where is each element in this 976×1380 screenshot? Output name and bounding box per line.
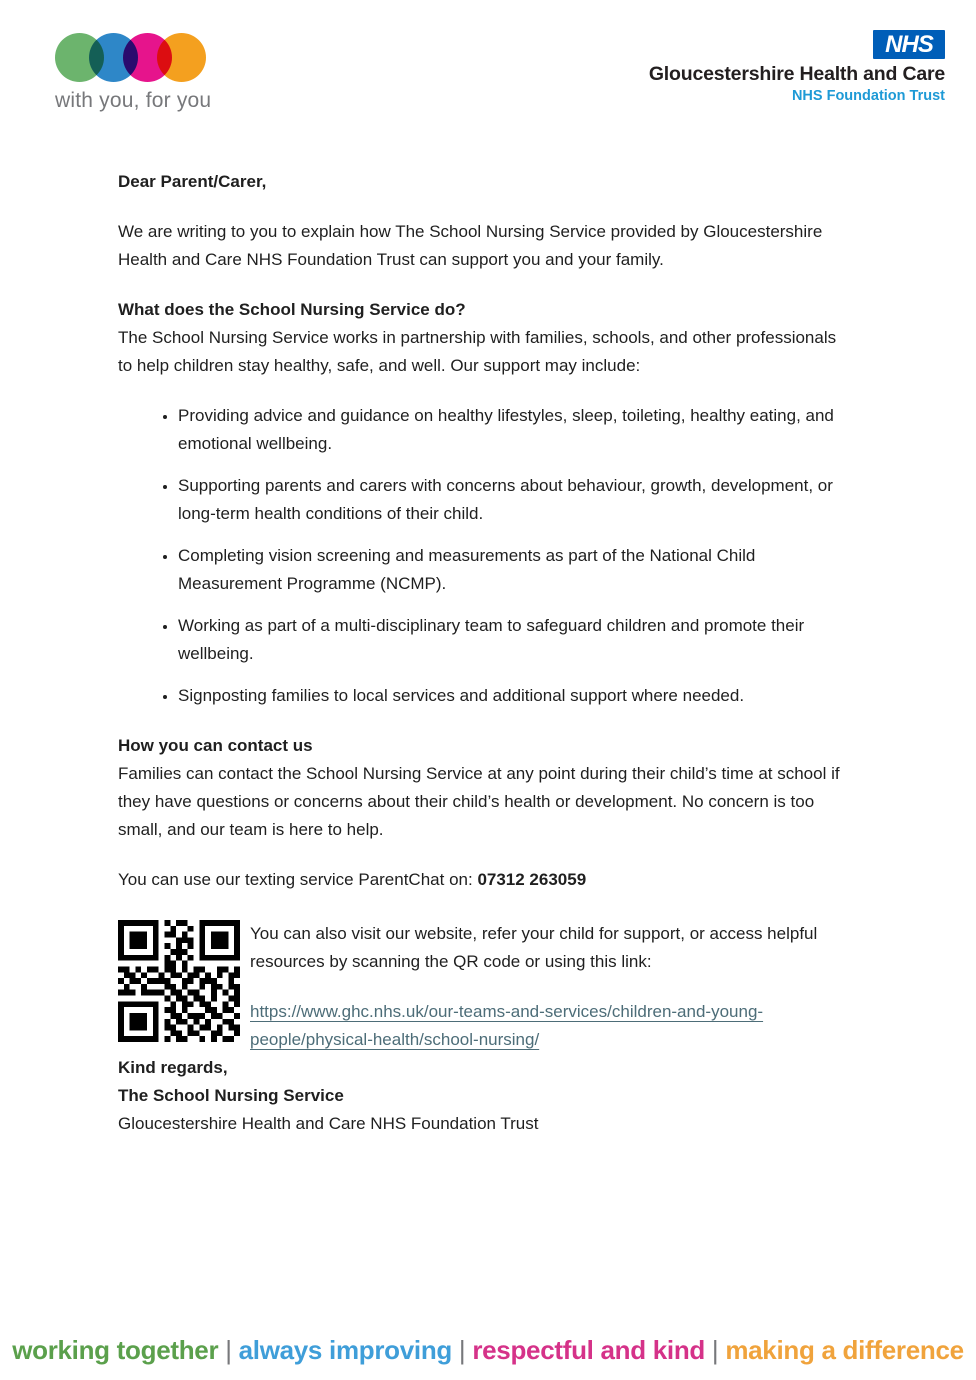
- ghc-logo: [55, 33, 215, 113]
- trust-type: NHS Foundation Trust: [791, 88, 945, 104]
- qr-instructions: You can also visit our website, refer your child for support, or access helpful resources by scanning the QR code or using this link:: [250, 924, 818, 971]
- support-list: [118, 402, 848, 710]
- signoff-org: Gloucestershire Health and Care NHS Foundation Trust: [118, 1114, 539, 1133]
- logo-tagline: with you, for you: [55, 89, 212, 112]
- section-what-body: The School Nursing Service works in partnership with families, schools, and other professionals to help children stay healthy, safe, and well. Our support may include:: [118, 328, 837, 375]
- letter-header: [0, 0, 976, 130]
- logo-circles-icon: [55, 33, 215, 83]
- footer-value: respectful and kind: [472, 1335, 705, 1365]
- footer-separator: |: [218, 1335, 239, 1365]
- texting-prefix: You can use our texting service ParentChat on:: [118, 870, 478, 889]
- section-heading-what: What does the School Nursing Service do?: [118, 300, 466, 319]
- nhs-logo: NHS: [873, 30, 945, 59]
- footer-separator: |: [705, 1335, 726, 1365]
- intro-paragraph: We are writing to you to explain how The School Nursing Service provided by Gloucestershire Health and Care NHS Foundation Trust can support you and your family.: [118, 222, 823, 269]
- signoff-block: [118, 1054, 848, 1138]
- qr-code: [118, 920, 240, 1042]
- section-heading-contact: How you can contact us: [118, 736, 313, 755]
- letter-body: [118, 168, 848, 1160]
- footer-separator: |: [452, 1335, 473, 1365]
- qr-text-block: [250, 920, 848, 1054]
- parentchat-number: 07312 263059: [477, 870, 587, 889]
- section-contact-body: Families can contact the School Nursing Service at any point during their child’s time at school if they have questions or concerns about their child’s health or development. No concern is too small, and our team is here to help.: [118, 764, 840, 839]
- trust-name: Gloucestershire Health and Care: [648, 63, 945, 85]
- signoff-regards: Kind regards,: [118, 1058, 228, 1077]
- link-line-2: people/physical-health/school-nursing/: [250, 1030, 540, 1049]
- footer-value: always improving: [238, 1335, 452, 1365]
- support-bullet: • Working as part of a multi-disciplinary team to safeguard children and promote their wellbeing.: [178, 612, 848, 668]
- qr-section: [118, 920, 848, 1054]
- school-nursing-link[interactable]: [250, 998, 763, 1054]
- values-footer: [0, 1335, 976, 1366]
- signoff-team: The School Nursing Service: [118, 1086, 344, 1105]
- support-bullet: • Completing vision screening and measurements as part of the National Child Measurement Programme (NCMP).: [178, 542, 848, 598]
- support-bullet: • Providing advice and guidance on healthy lifestyles, sleep, toileting, healthy eating, and emotional wellbeing.: [178, 402, 848, 458]
- texting-line: [118, 866, 848, 894]
- footer-value: making a difference: [725, 1335, 964, 1365]
- footer-value: working together: [12, 1335, 219, 1365]
- logo-circle-orange: [157, 33, 206, 82]
- support-bullet: • Signposting families to local services and additional support where needed.: [178, 682, 848, 710]
- link-line-1: https://www.ghc.nhs.uk/our-teams-and-services/children-and-young-: [250, 1002, 764, 1021]
- nhs-branding: [649, 30, 945, 104]
- support-bullet: • Supporting parents and carers with concerns about behaviour, growth, development, or long-term health conditions of their child.: [178, 472, 848, 528]
- salutation: Dear Parent/Carer,: [118, 172, 267, 191]
